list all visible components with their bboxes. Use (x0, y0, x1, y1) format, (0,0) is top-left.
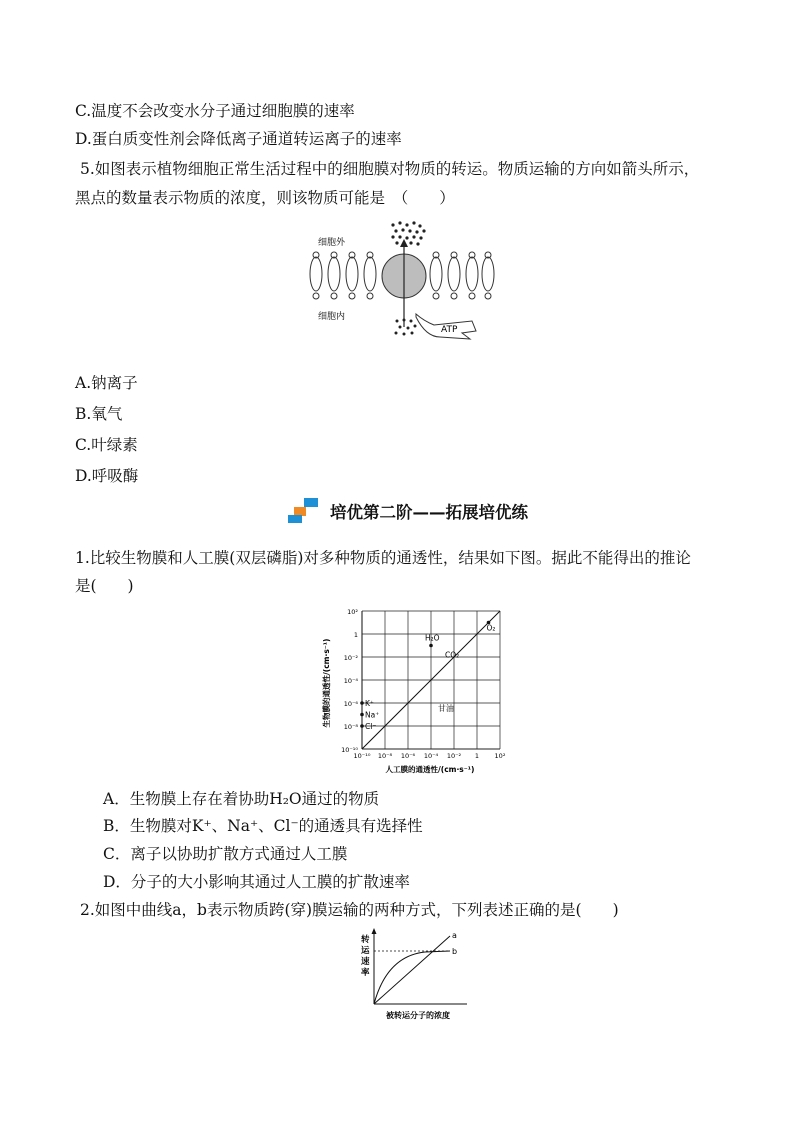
phospholipid-bilayer-right (430, 252, 494, 299)
chart2-ylabel-3: 速 (361, 957, 370, 967)
outside-dots (391, 221, 425, 245)
x-tick-label: 10⁻¹⁰ (353, 752, 371, 760)
o2-label: O₂ (486, 623, 496, 633)
p2-stem: 2.如图中曲线a，b表示物质跨(穿)膜运输的两种方式，下列表述正确的是( ) (80, 901, 619, 919)
x-ticks (354, 752, 506, 760)
membrane-transport-figure (300, 213, 500, 343)
p1-stem-line2: 是( ) (75, 577, 134, 595)
data-point (360, 701, 364, 705)
p1-option-d: D．分子的大小影响其通过人工膜的扩散速率 (103, 873, 410, 891)
cl-label: Cl⁻ (365, 722, 377, 731)
y-tick-label: 10⁻⁶ (343, 700, 358, 708)
h2o-label: H₂O (425, 633, 440, 643)
section-header (288, 497, 528, 525)
permeability-chart (310, 603, 520, 778)
x-tick-label: 10⁻² (446, 752, 462, 760)
data-point (360, 724, 364, 728)
x-tick-label: 10² (494, 752, 506, 760)
chart2-ylabel-1: 转 (361, 935, 370, 945)
curve-a (374, 936, 450, 1004)
p1-stem-line1: 1.比较生物膜和人工膜(双层磷脂)对多种物质的通透性，结果如下图。据此不能得出的推论 (75, 549, 691, 567)
q5-stem-line2: 黑点的数量表示物质的浓度，则该物质可能是 （ ） (75, 189, 455, 207)
y-ticks (341, 608, 358, 754)
chart2-ylabel-4: 率 (361, 968, 370, 978)
y-tick-label: 10⁻¹⁰ (341, 746, 358, 754)
x-tick-label: 10⁻⁶ (400, 752, 416, 760)
co2-label: CO₂ (445, 650, 460, 660)
curve-b-label: b (452, 947, 458, 956)
p1-option-c: C．离子以协助扩散方式通过人工膜 (103, 845, 348, 863)
data-point (360, 713, 364, 717)
inside-label: 细胞内 (318, 312, 346, 322)
na-label: Na⁺ (365, 710, 380, 720)
inside-dots (395, 319, 417, 336)
q5-stem-line1: 5.如图表示植物细胞正常生活过程中的细胞膜对物质的转运。物质运输的方向如箭头所示， (80, 160, 700, 178)
k-label: K⁺ (365, 699, 374, 708)
q5-option-d: D.呼吸酶 (75, 467, 139, 485)
q5-option-a: A.钠离子 (75, 374, 138, 392)
y-tick-label: 1 (353, 631, 358, 639)
q4-option-c: C.温度不会改变水分子通过细胞膜的速率 (75, 102, 355, 120)
p1-option-b: B．生物膜对K⁺、Na⁺、Cl⁻的通透具有选择性 (103, 817, 423, 835)
y-tick-label: 10² (347, 608, 358, 616)
chart1-xlabel: 人工膜的通透性/(cm·s⁻¹) (385, 765, 475, 774)
chart2-xlabel: 被转运分子的浓度 (386, 1011, 450, 1020)
y-tick-label: 10⁻⁴ (343, 677, 358, 685)
blue-orange-blocks-icon (288, 498, 322, 524)
x-tick-label: 1 (474, 752, 480, 760)
q5-option-c: C.叶绿素 (75, 436, 138, 454)
y-tick-label: 10⁻⁸ (343, 723, 358, 731)
x-tick-label: 10⁻⁴ (423, 752, 439, 760)
outside-label: 细胞外 (318, 238, 346, 248)
chart1-ylabel: 生物膜的通透性/(cm·s⁻¹) (322, 638, 331, 728)
glycerol-label: 甘油 (437, 704, 454, 714)
curve-b (374, 951, 450, 1004)
section-title: 培优第二阶——拓展培优练 (330, 503, 528, 522)
x-tick-label: 10⁻⁸ (377, 752, 393, 760)
curve-a-label: a (452, 931, 457, 940)
phospholipid-bilayer-left (310, 252, 376, 299)
p1-option-a: A．生物膜上存在着协助H₂O通过的物质 (103, 790, 380, 808)
chart2-ylabel-2: 运 (361, 946, 370, 956)
atp-label: ATP (441, 325, 458, 335)
q5-option-b: B.氧气 (75, 405, 123, 423)
transport-rate-chart (355, 926, 480, 1024)
data-point (429, 644, 433, 648)
y-tick-label: 10⁻² (343, 654, 358, 662)
q4-option-d: D.蛋白质变性剂会降低离子通道转运离子的速率 (75, 130, 402, 148)
